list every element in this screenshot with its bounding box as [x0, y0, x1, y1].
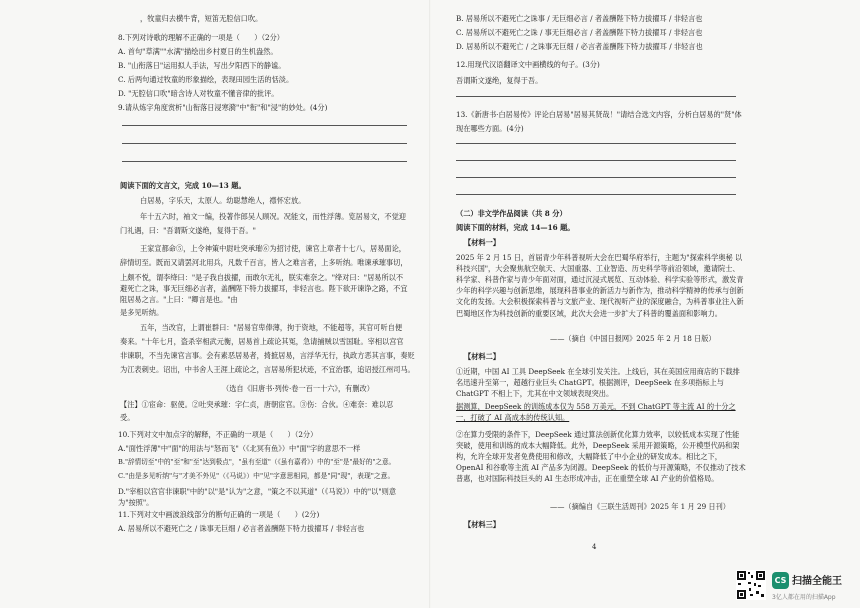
passage-para: 王家宣都命⑤，上令神策中尉吐突承璀⑥为招讨使，谏官上章者十七八，居易面论， — [140, 244, 406, 253]
passage-para: 辞情切至。既而又请罢河北用兵，凡数千百言，皆人之难言者，上多听纳。唯谏承璀事切， — [120, 258, 408, 267]
q11-option-d: D. 居易所以不避死亡 / 之诛事无巨细 / 必言者盖酬陛下特力拔擢耳 / 非轻言也 — [456, 42, 703, 51]
q12-sentence: 吾谓斯文遂绝，复得于吾。 — [456, 76, 543, 85]
q10-option-a: A."面性浮薄"中"面"的用法与"怒而飞"（《北冥有鱼》）中"面"字的意思不一样 — [118, 444, 361, 453]
annotation-note: 【注】①宦命：驱使。②吐突承璀：字仁贞，唐朝宦官。③伤：合伙。④难奈：难以忍 — [120, 400, 394, 409]
passage-source: （选自《旧唐书·列传·卷一百一十六》，有删改） — [222, 384, 374, 393]
q11-option-b: B. 居易所以不避死亡之诛事 / 无巨细必言 / 者盖酬陛下特力拔擢耳 / 非轻言也 — [456, 14, 703, 23]
question-8: 8.下列对诗歌的理解不正确的一项是（ ）（2分） — [118, 33, 284, 42]
answer-line — [122, 125, 407, 126]
q11-option-c: C. 居易所以不避死亡之诛 / 事无巨细必言 / 者盖酬陛下特力拔擢耳 / 非轻言也 — [456, 28, 703, 37]
material-heading: 【材料一】 — [464, 238, 500, 247]
camscanner-logo: CS — [772, 572, 789, 589]
material-source: ——（摘编自《三联生活周刊》2025 年 1 月 29 日刊） — [550, 502, 730, 511]
poem-line: ，牧童归去横牛背，短笛无腔信口吹。 — [140, 14, 263, 23]
passage-para: 非谏职，不当先谏官言事。会有素恶居易者，掎摭居易，言浮华无行，执政方恶其言事，奏贬 — [120, 351, 415, 360]
page-number: 4 — [592, 543, 597, 551]
question-9: 9.请从炼字角度赏析"山衔落日浸寒漪"中"衔"和"浸"的妙处。(4分) — [118, 103, 328, 112]
passage-para: 白居易，字乐天，太原人。幼聪慧绝人，襟怀宏放。 — [140, 196, 306, 205]
material-2-underlined: 据测算，DeepSeek 的训练成本仅为 558 万美元，不到 ChatGPT 等主流 AI 的十分之一，打破了 AI 高成本的传统认知。 — [456, 402, 736, 422]
q8-option-a: A. 首句"草满""水满"描绘出乡村夏日的生机盎然。 — [118, 47, 278, 56]
material-1-text: 巴蜀地区作为科技创新的重要区域，此次大会进一步扩大了科普的覆盖面和影响力。 — [456, 309, 722, 318]
passage-para: 为江表刺史。诏出，中书舍人王涯上疏论之，言居易所犯状迹，不宜治郡，追诏授江州司马。 — [120, 365, 415, 374]
watermark-title: 扫描全能王 — [792, 576, 842, 587]
q10-option-c: C."由是多见听纳"与"才美不外见"（《马说》）中"见"字意思相同，都是"同"现"，表现"之意。 — [118, 472, 395, 480]
passage-para: 奏来。"十年七月，盗杀宰相武元衡，居易首上疏论其冤，急请捕贼以雪国耻。宰相以宫官 — [120, 337, 404, 346]
section-title: （二）非文学作品阅读（共 8 分） — [456, 209, 567, 218]
passage-para: 是多见听纳。 — [120, 308, 164, 317]
answer-line — [456, 96, 736, 97]
question-11: 11.下列对文中画波浪线部分的断句正确的一项是（ ）(2分) — [118, 510, 320, 519]
question-13: 13.《新唐书·白居易传》评论白居易"居易其贤哉！"请结合选文内容，分析白居易的"贤"体 — [456, 110, 742, 119]
answer-line — [456, 160, 736, 161]
q11-option-a: A. 居易所以不避死亡之 / 诛事无巨细 / 必言者盖酬陛下特力拔擢耳 / 非轻言也 — [118, 524, 365, 533]
right-page — [430, 0, 860, 608]
answer-line — [456, 177, 736, 178]
material-2-text: ②在算力受限的条件下，DeepSeek 通过算法创新优化算力效率，以较低成本实现了性能突破，使用和训练的成本大幅降低。此外，DeepSeek 采用开源策略，公开模型代码和架构，允许全球开发者免费使用和修改，大幅降低了中小企业的研发成本。相比之下，OpenAI 和谷歌等主流 AI 产品多为闭源。DeepSeek 的低价与开源策略，不仅推动了技术普惠，也对国际科技巨头的 AI 生态形成冲击，正在重塑全球 AI 产业的价值格局。 — [456, 430, 746, 483]
material-heading: 【材料二】 — [464, 352, 500, 361]
material-2-text: ①近期，中国 AI 工具 DeepSeek 在全球引发关注。上线后，其在美国应用商店的下载排名迅速升至第一，超越行业巨头 ChatGPT。根据测评，DeepSeek 在多项指标上与 ChatGPT 不相上下，尤其在中文领域表现突出。 — [456, 367, 740, 398]
answer-line — [122, 143, 407, 144]
answer-line — [122, 161, 407, 162]
section-instruction: 阅读下面的材料，完成 14—16 题。 — [456, 223, 575, 232]
section-instruction: 阅读下面的文言文，完成 10—13 题。 — [120, 181, 246, 190]
question-12: 12.用现代汉语翻译文中画横线的句子。(3分) — [456, 60, 600, 69]
q8-option-c: C. 后两句通过牧童的形象描绘，表现田园生活的恬淡。 — [118, 75, 294, 84]
passage-para: 五年，当改官，上谓崔群曰："居易官卑俸薄，拘于资地，不能超等，其官可听自便 — [140, 323, 403, 332]
qr-code-icon — [736, 570, 766, 600]
question-10: 10.下列对文中加点字的解释，不正确的一项是（ ）（2分） — [118, 430, 318, 439]
passage-para: 上颇不悦，谓李绛曰："是子我自拔擢，而敢尔无礼，朕实难奈之。"绛对曰："居易所以不避死亡之诛，事无巨细必言者，盖酬陛下特力拔擢耳，非轻言也。陛下欲开谏诤之路，不宜阻居易之言。"上曰："卿言是也。"由 — [120, 273, 408, 304]
material-1-text: 2025 年 2 月 15 日，首届青少年科普视听大会在巴蜀华府举行，主题为"探索科学奥秘 以科技兴国"，大会聚焦航空航天、大国重器、工业智造、历史科学等前沿领域，邀请院士、科学家、科普作家与青少年面对面，通过沉浸式展览、互动体验、科学实验等形式，激发青少年的科学兴趣与创新思维，展现科普事业的新活力与新作为，推动科学精神的传承与创新文化的发扬。大会积极探索科普与文旅产业、现代视听产业的深度融合，为科普事业注入新 — [456, 253, 744, 306]
q10-option-b: B."辞情切至"中的"至"和"至"达到极点"，"虽有至道"（《虽有嘉肴》）中的"至"是"最好的"之意。 — [118, 458, 396, 466]
material-heading: 【材料三】 — [464, 520, 500, 529]
watermark-subtitle: 3亿人都在用的扫描App — [772, 594, 836, 601]
q8-option-d: D. "无腔信口吹"暗含诗人对牧童不懂音律的批评。 — [118, 89, 279, 98]
answer-line — [456, 194, 736, 195]
q8-option-b: B. "山衔落日"运用拟人手法，写出夕阳西下的静谧。 — [118, 61, 286, 70]
answer-line — [456, 143, 736, 144]
material-source: ——（摘自《中国日报网》2025 年 2 月 18 日版） — [550, 334, 716, 343]
passage-para: 门礼遇，曰："吾谓斯文遂绝，复得于吾。" — [120, 226, 256, 235]
q10-option-d: D."宰相以宫官非谏职"中的"以"是"认为"之意，"策之不以其道"（《马说》）中的"以"则意为"按照"。 — [118, 487, 397, 507]
passage-para: 年十五六时，袖文一编，投著作郎吴人顾况。况能文，而性浮薄。览居易文，不觉迎 — [140, 212, 406, 221]
question-13: 现在哪些方面。(4分) — [456, 124, 524, 133]
annotation-note: 受。 — [120, 413, 135, 422]
